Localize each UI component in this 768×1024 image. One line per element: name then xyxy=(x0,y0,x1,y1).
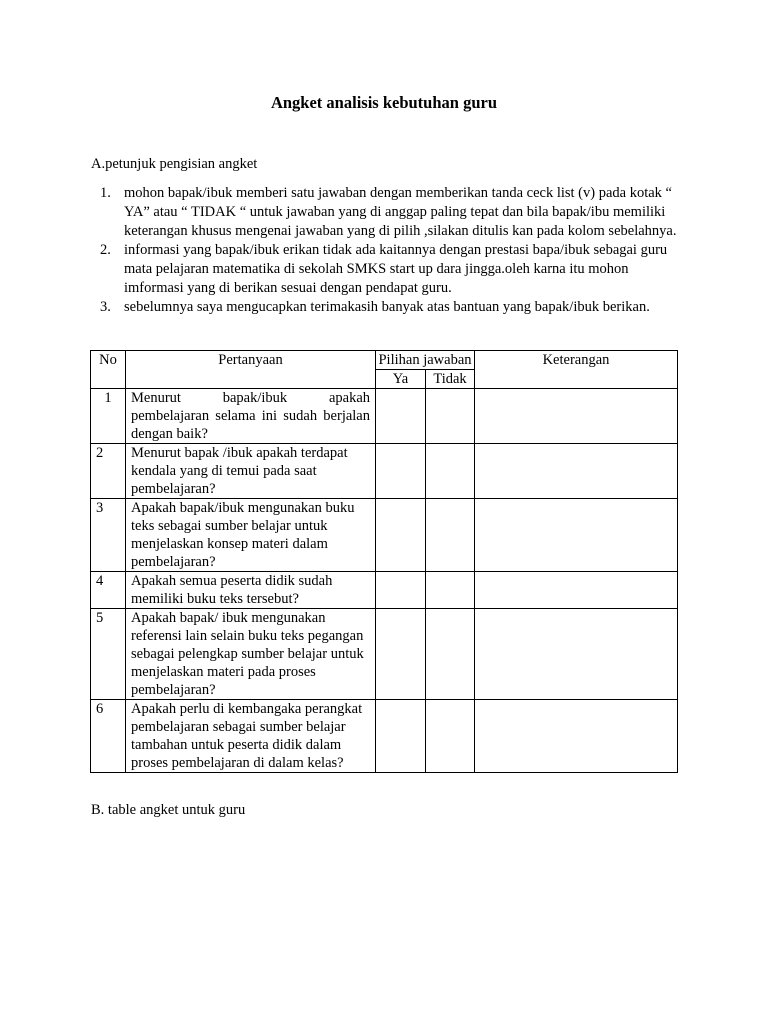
row-question: Apakah bapak/ibuk mengunakan buku teks sebagai sumber belajar untuk menjelaskan konsep materi dalam pembelajaran? xyxy=(126,499,376,572)
table-header-row xyxy=(91,351,678,370)
header-yes: Ya xyxy=(376,370,426,389)
answer-no-cell[interactable] xyxy=(426,389,475,444)
instruction-number: 1. xyxy=(100,185,111,201)
answer-yes-cell[interactable] xyxy=(376,700,426,773)
answer-no-cell[interactable] xyxy=(426,572,475,609)
header-no: No xyxy=(91,351,126,389)
instruction-text: mohon bapak/ibuk memberi satu jawaban dengan memberikan tanda ceck list (v) pada kotak “ YA” atau “ TIDAK “ untuk jawaban yang di anggap paling tepat dan bila bapak/ibu memiliki keterangan khusus mengenai jawaban yang di pilih ,silakan ditulis kan pada kolom sebelahnya. xyxy=(124,185,677,239)
instruction-item xyxy=(91,184,681,241)
row-number: 6 xyxy=(91,700,126,773)
answer-no-cell[interactable] xyxy=(426,499,475,572)
answer-no-cell[interactable] xyxy=(426,444,475,499)
instruction-item xyxy=(91,298,681,317)
survey-table xyxy=(90,350,678,773)
header-no-answer: Tidak xyxy=(426,370,475,389)
instruction-number: 2. xyxy=(100,242,111,258)
table-row xyxy=(91,389,678,444)
instructions-list xyxy=(91,184,681,317)
instruction-item xyxy=(91,241,681,298)
row-number: 1 xyxy=(91,389,126,444)
header-choice: Pilihan jawaban xyxy=(376,351,475,370)
notes-cell[interactable] xyxy=(475,444,678,499)
row-question: Apakah semua peserta didik sudah memiliki buku teks tersebut? xyxy=(126,572,376,609)
notes-cell[interactable] xyxy=(475,572,678,609)
row-number: 5 xyxy=(91,609,126,700)
notes-cell[interactable] xyxy=(475,499,678,572)
row-question: Apakah perlu di kembangaka perangkat pembelajaran sebagai sumber belajar tambahan untuk peserta didik dalam proses pembelajaran di dalam kelas? xyxy=(126,700,376,773)
section-a-heading: A.petunjuk pengisian angket xyxy=(91,156,258,172)
header-notes: Keterangan xyxy=(475,351,678,389)
row-question: Menurut bapak /ibuk apakah terdapat kendala yang di temui pada saat pembelajaran? xyxy=(126,444,376,499)
row-question: Apakah bapak/ ibuk mengunakan referensi lain selain buku teks pegangan sebagai pelengkap sumber belajar untuk menjelaskan materi pada proses pembelajaran? xyxy=(126,609,376,700)
table-row xyxy=(91,609,678,700)
notes-cell[interactable] xyxy=(475,609,678,700)
answer-yes-cell[interactable] xyxy=(376,499,426,572)
row-number: 4 xyxy=(91,572,126,609)
answer-yes-cell[interactable] xyxy=(376,609,426,700)
row-number: 2 xyxy=(91,444,126,499)
instruction-text: sebelumnya saya mengucapkan terimakasih banyak atas bantuan yang bapak/ibuk berikan. xyxy=(124,299,650,315)
table-row xyxy=(91,572,678,609)
table-caption: B. table angket untuk guru xyxy=(91,802,246,818)
answer-no-cell[interactable] xyxy=(426,609,475,700)
answer-yes-cell[interactable] xyxy=(376,389,426,444)
answer-no-cell[interactable] xyxy=(426,700,475,773)
table-row xyxy=(91,499,678,572)
notes-cell[interactable] xyxy=(475,389,678,444)
answer-yes-cell[interactable] xyxy=(376,444,426,499)
table-row xyxy=(91,444,678,499)
instruction-text: informasi yang bapak/ibuk erikan tidak ada kaitannya dengan prestasi bapa/ibuk sebagai guru mata pelajaran matematika di sekolah SMKS start up dara jingga.oleh karna itu mohon imformasi yang di berikan sesuai dengan pendapat guru. xyxy=(124,242,668,296)
document-title: Angket analisis kebutuhan guru xyxy=(270,93,498,112)
instruction-number: 3. xyxy=(100,299,111,315)
header-question: Pertanyaan xyxy=(126,351,376,389)
row-number: 3 xyxy=(91,499,126,572)
table-row xyxy=(91,700,678,773)
row-question: Menurut bapak/ibuk apakah pembelajaran selama ini sudah berjalan dengan baik? xyxy=(126,389,376,444)
notes-cell[interactable] xyxy=(475,700,678,773)
answer-yes-cell[interactable] xyxy=(376,572,426,609)
